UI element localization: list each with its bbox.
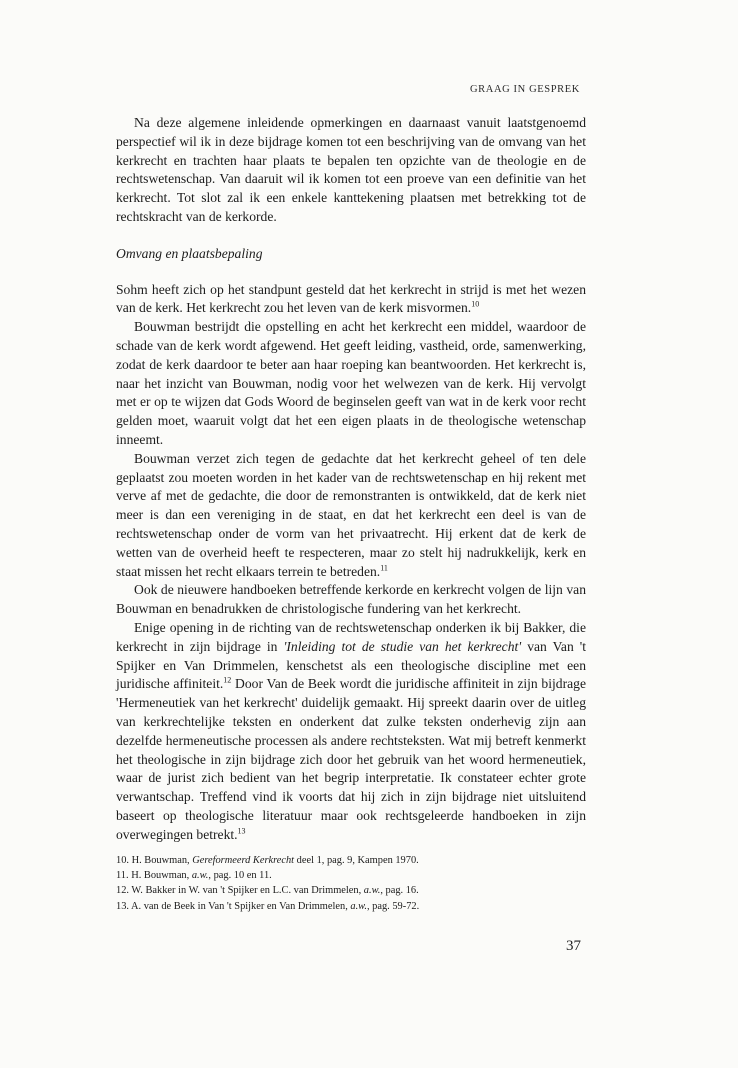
section-heading: Omvang en plaatsbepaling [116, 245, 263, 261]
paragraph-bouwman-2: Bouwman verzet zich tegen de gedachte dat het kerkrecht geheel of ten dele geplaatst zou moeten worden in het kader van de rechtswetenschap en hij rekent met verve af met de gedachte, die door de remonstranten is ontwikkeld, dat de kerk niet meer is dan een vereniging in de staat, en dat het kerkrecht een deel is van de rechtswetenschap onder de vorm van het privaatrecht. Hij erkent dat de kerk de wetten van de overheid heeft te respecteren, maar zo stelt hij nadrukkelijk, kerk en staat missen het recht elkaars terrein te betreden.$^{11}$ [116, 450, 586, 579]
intro-paragraph: Na deze algemene inleidende opmerkingen en daarnaast vanuit laatstgenoemd perspectief wil ik in deze bijdrage komen tot een beschrijving van de omvang van het kerkrecht en trachten haar plaats te bepalen ten opzichte van de theologie en de rechtswetenschap. Van daaruit wil ik komen tot een proeve van een definitie van het kerkrecht. Tot slot zal ik een enkele kanttekening plaatsen met betrekking tot de rechtskracht van de kerkorde. [116, 115, 586, 224]
paragraph-bakker: Enige opening in de richting van de rechtswetenschap onderken ik bij Bakker, die kerkrecht in zijn bijdrage in 'Inleiding tot de studie van het kerkrecht' van Van 't Spijker en Van Drimmelen, kenschetst als een theologische discipline met een juridische affiniteit.$^{12}$ Door Van de Beek wordt die juridische affiniteit in zijn bijdrage 'Hermeneutiek van het kerkrecht' duidelijk gemaakt. Hij spreekt daarin over de uitleg van kerkrechtelijke teksten en onderkent dat zulke teksten onderhevig zijn aan dezelfde hermeneutische processen als andere rechtsteksten. Wat mij betreft kenmerkt het theologische in zijn bijdrage zich door het gebruik van het woord hermeneutiek, waar de jurist zich bedient van het begrip interpretatie. Ik constateer echter grote verwantschap. Treffend vind ik voorts dat hij zich in zijn bijdrage niet uitsluitend baseert op theologische literatuur maar ook rechtsgeleerde handboeken in zijn overwegingen betrekt.$^{13}$ [116, 619, 586, 842]
footnote-ref-11: 11 [380, 563, 388, 572]
running-head: GRAAG IN GESPREK [470, 84, 580, 95]
page-number: 37 [566, 938, 581, 954]
body-text [116, 114, 586, 844]
footnote-10: 10. H. Bouwman, Gereformeerd Kerkrecht deel 1, pag. 9, Kampen 1970. [116, 855, 419, 866]
paragraph-sohm: Sohm heeft zich op het standpunt gesteld dat het kerkrecht in strijd is met het wezen van de kerk. Het kerkrecht zou het leven van de kerk misvormen.$^{10}$ [116, 281, 586, 316]
footnote-ref-12: 12 [223, 675, 232, 685]
paragraph-handboeken: Ook de nieuwere handboeken betreffende kerkorde en kerkrecht volgen de lijn van Bouwman en benadrukken de christologische fundering van het kerkrecht. [116, 582, 586, 617]
book-title: 'Inleiding tot de studie van het kerkrecht' [283, 638, 522, 654]
footnote-ref-13: 13 [237, 826, 246, 836]
footnote-ref-10: 10 [471, 299, 480, 309]
footnote-12: 12. W. Bakker in W. van 't Spijker en L.C. van Drimmelen, a.w., pag. 16. [116, 885, 419, 897]
footnotes [116, 853, 586, 914]
footnote-13: 13. A. van de Beek in Van 't Spijker en Van Drimmelen, a.w., pag. 59-72. [116, 900, 420, 912]
footnote-11: 11. H. Bouwman, a.w., pag. 10 en 11. [116, 870, 272, 882]
paragraph-bouwman-1: Bouwman bestrijdt die opstelling en acht het kerkrecht een middel, waardoor de schade van de kerk wordt afgewend. Het geeft leiding, vastheid, orde, samenwerking, zodat de kerk daardoor te beter aan haar roeping kan beantwoorden. Het kerkrecht is, naar het inzicht van Bouwman, nodig voor het welwezen van de kerk. Hij vervolgt met er op te wijzen dat Gods Woord de beginselen geeft van wat in de kerk voor recht gelden moet, waaruit volgt dat het een eigen plaats in de theologische wetenschap inneemt. [116, 319, 586, 447]
